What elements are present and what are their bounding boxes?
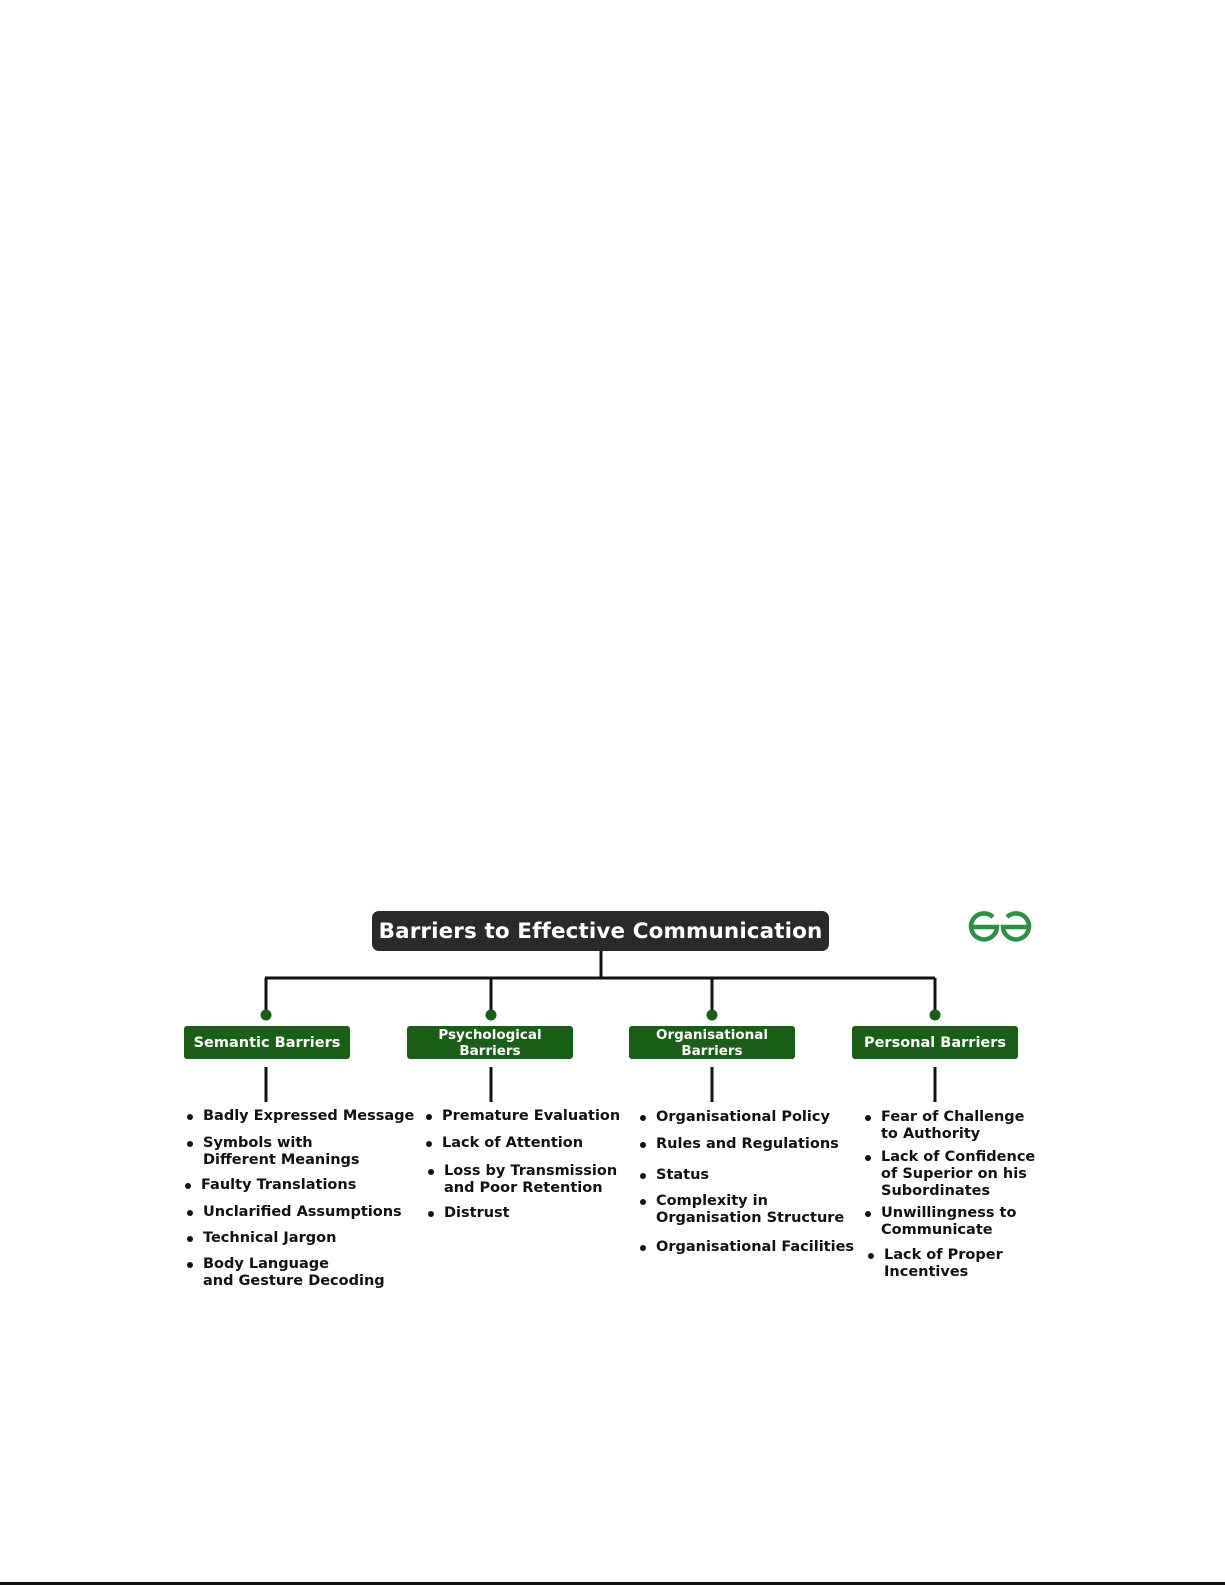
branch-dot-psychological — [486, 1010, 497, 1021]
bullet-icon — [640, 1173, 646, 1179]
list-item: Faulty Translations — [185, 1177, 356, 1194]
bullet-icon — [428, 1211, 434, 1217]
bullet-icon — [428, 1169, 434, 1175]
list-item: Organisational Policy — [640, 1109, 830, 1126]
diagram-title: Barriers to Effective Communication — [372, 911, 829, 951]
bullet-icon — [865, 1211, 871, 1217]
branch-dot-personal — [930, 1010, 941, 1021]
bullet-icon — [187, 1114, 193, 1120]
bullet-icon — [426, 1114, 432, 1120]
bullet-icon — [185, 1183, 191, 1189]
list-item: Technical Jargon — [187, 1230, 336, 1247]
list-item: Rules and Regulations — [640, 1136, 839, 1153]
category-semantic-barriers: Semantic Barriers — [184, 1026, 350, 1059]
list-item: Symbols with Different Meanings — [187, 1135, 360, 1169]
list-item: Premature Evaluation — [426, 1108, 620, 1125]
list-item: Organisational Facilities — [640, 1239, 854, 1256]
bullet-icon — [640, 1142, 646, 1148]
list-item: Unwillingness to Communicate — [865, 1205, 1016, 1239]
bullet-icon — [187, 1236, 193, 1242]
list-item: Complexity in Organisation Structure — [640, 1193, 844, 1227]
list-item: Lack of Confidence of Superior on his Subordinates — [865, 1149, 1035, 1200]
bullet-icon — [640, 1115, 646, 1121]
list-item: Status — [640, 1167, 709, 1184]
list-item: Badly Expressed Message — [187, 1108, 414, 1125]
bullet-icon — [868, 1253, 874, 1259]
list-item: Unclarified Assumptions — [187, 1204, 402, 1221]
bullet-icon — [187, 1141, 193, 1147]
branch-dot-semantic — [261, 1010, 272, 1021]
list-item: Body Language and Gesture Decoding — [187, 1256, 385, 1290]
category-organisational-barriers: Organisational Barriers — [629, 1026, 795, 1059]
geeksforgeeks-logo-icon — [968, 909, 1032, 945]
list-item: Distrust — [428, 1205, 510, 1222]
list-item: Lack of Attention — [426, 1135, 583, 1152]
bullet-icon — [187, 1262, 193, 1268]
category-psychological-barriers: Psychological Barriers — [407, 1026, 573, 1059]
bullet-icon — [187, 1210, 193, 1216]
branch-dot-organisational — [707, 1010, 718, 1021]
bullet-icon — [640, 1199, 646, 1205]
bullet-icon — [865, 1115, 871, 1121]
list-item: Lack of Proper Incentives — [868, 1247, 1003, 1281]
bullet-icon — [865, 1155, 871, 1161]
bullet-icon — [640, 1245, 646, 1251]
list-item: Fear of Challenge to Authority — [865, 1109, 1025, 1143]
category-personal-barriers: Personal Barriers — [852, 1026, 1018, 1059]
bullet-icon — [426, 1141, 432, 1147]
list-item: Loss by Transmission and Poor Retention — [428, 1163, 617, 1197]
